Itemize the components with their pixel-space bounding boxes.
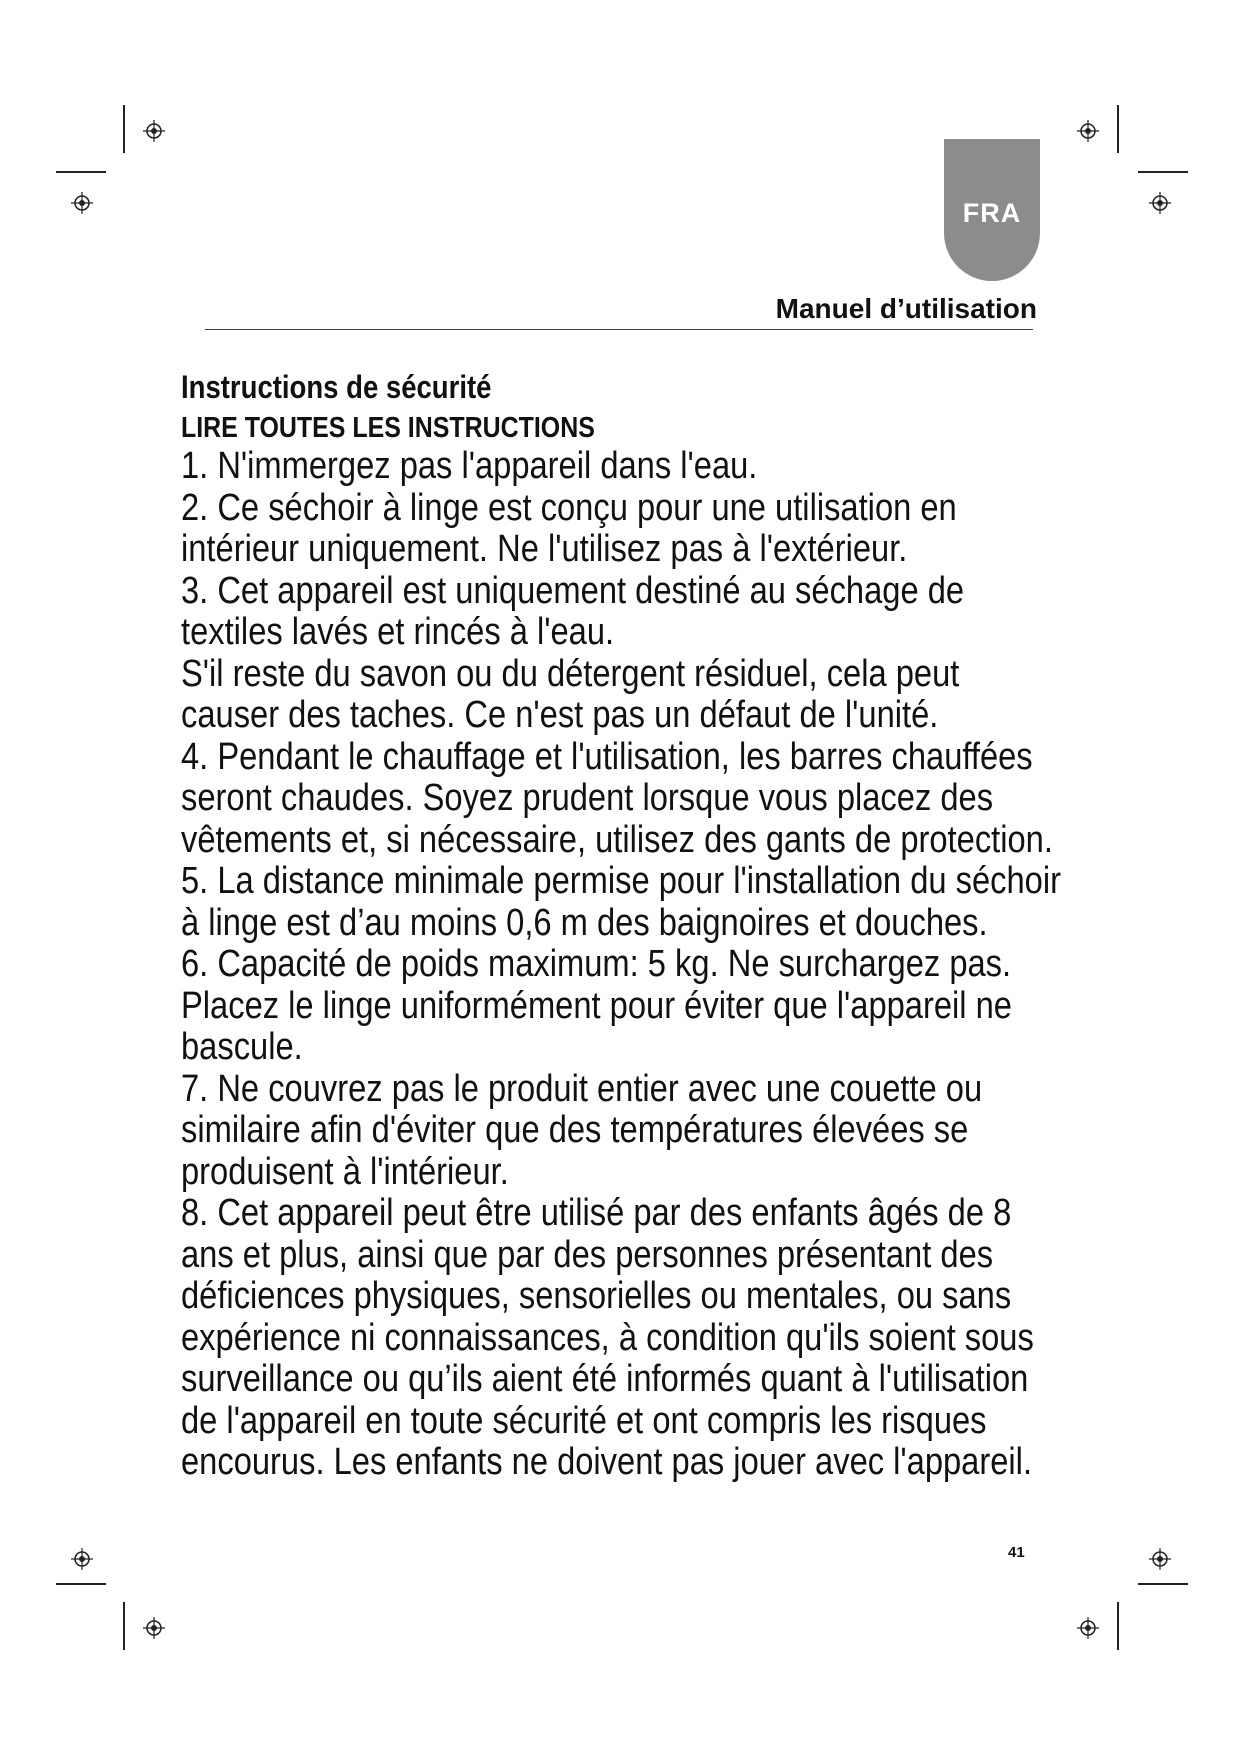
manual-title: Manuel d’utilisation xyxy=(775,293,1037,324)
crop-mark xyxy=(1138,1583,1188,1585)
registration-mark-icon xyxy=(1149,192,1171,214)
page-number: 41 xyxy=(1008,1544,1025,1561)
text-line: 7. Ne couvrez pas le produit entier avec une couette ou xyxy=(181,1067,983,1110)
text-line: à linge est d’au moins 0,6 m des baignoires et douches. xyxy=(181,901,988,944)
registration-mark-icon xyxy=(143,120,165,142)
text-line: 4. Pendant le chauffage et l'utilisation, les barres chauffées xyxy=(181,735,1033,778)
text-line: déficiences physiques, sensorielles ou mentales, ou sans xyxy=(181,1275,1012,1317)
text-line: 6. Capacité de poids maximum: 5 kg. Ne surchargez pas. xyxy=(181,943,1012,985)
text-line: Placez le linge uniformément pour éviter que l'appareil ne xyxy=(181,984,1012,1027)
text-line: surveillance ou qu’ils aient été informés quant à l'utilisation xyxy=(181,1358,1029,1400)
crop-mark xyxy=(123,105,125,153)
text-line: causer des taches. Ce n'est pas un défaut de l'unité. xyxy=(181,694,939,736)
crop-mark xyxy=(56,1583,106,1585)
instructions-body xyxy=(181,446,1181,1484)
text-line: similaire afin d'éviter que des températures élevées se xyxy=(181,1109,969,1151)
crop-mark xyxy=(1138,171,1188,173)
text-line: produisent à l'intérieur. xyxy=(181,1150,509,1193)
crop-mark xyxy=(1117,105,1119,153)
section-subtitle: LIRE TOUTES LES INSTRUCTIONS xyxy=(181,412,595,444)
text-line: intérieur uniquement. Ne l'utilisez pas à l'extérieur. xyxy=(181,528,908,570)
registration-mark-icon xyxy=(1149,1548,1171,1570)
language-tab xyxy=(944,139,1040,281)
text-line: vêtements et, si nécessaire, utilisez des gants de protection. xyxy=(181,818,1053,861)
registration-mark-icon xyxy=(71,1548,93,1570)
text-line: ans et plus, ainsi que par des personnes présentant des xyxy=(181,1233,994,1276)
text-line: de l'appareil en toute sécurité et ont compris les risques xyxy=(181,1399,987,1442)
text-line: seront chaudes. Soyez prudent lorsque vous placez des xyxy=(181,777,994,819)
registration-mark-icon xyxy=(1077,120,1099,142)
text-line: 5. La distance minimale permise pour l'installation du séchoir xyxy=(181,860,1061,902)
text-line: 1. N'immergez pas l'appareil dans l'eau. xyxy=(181,445,758,487)
language-tab-label: FRA xyxy=(962,198,1022,228)
text-line: textiles lavés et rincés à l'eau. xyxy=(181,611,615,653)
section-title: Instructions de sécurité xyxy=(181,369,492,405)
text-line: 8. Cet appareil peut être utilisé par des enfants âgés de 8 xyxy=(181,1192,1012,1234)
text-line: 3. Cet appareil est uniquement destiné au séchage de xyxy=(181,569,965,612)
crop-mark xyxy=(1117,1602,1119,1650)
text-line: expérience ni connaissances, à condition qu'ils soient sous xyxy=(181,1316,1034,1359)
crop-mark xyxy=(123,1602,125,1650)
text-line: bascule. xyxy=(181,1026,303,1068)
text-line: 2. Ce séchoir à linge est conçu pour une utilisation en xyxy=(181,486,957,529)
text-line: encourus. Les enfants ne doivent pas jouer avec l'appareil. xyxy=(181,1441,1033,1483)
registration-mark-icon xyxy=(71,192,93,214)
text-line: S'il reste du savon ou du détergent résiduel, cela peut xyxy=(181,652,960,695)
header-divider xyxy=(205,329,1033,330)
registration-mark-icon xyxy=(143,1617,165,1639)
crop-mark xyxy=(56,171,106,173)
registration-mark-icon xyxy=(1077,1617,1099,1639)
